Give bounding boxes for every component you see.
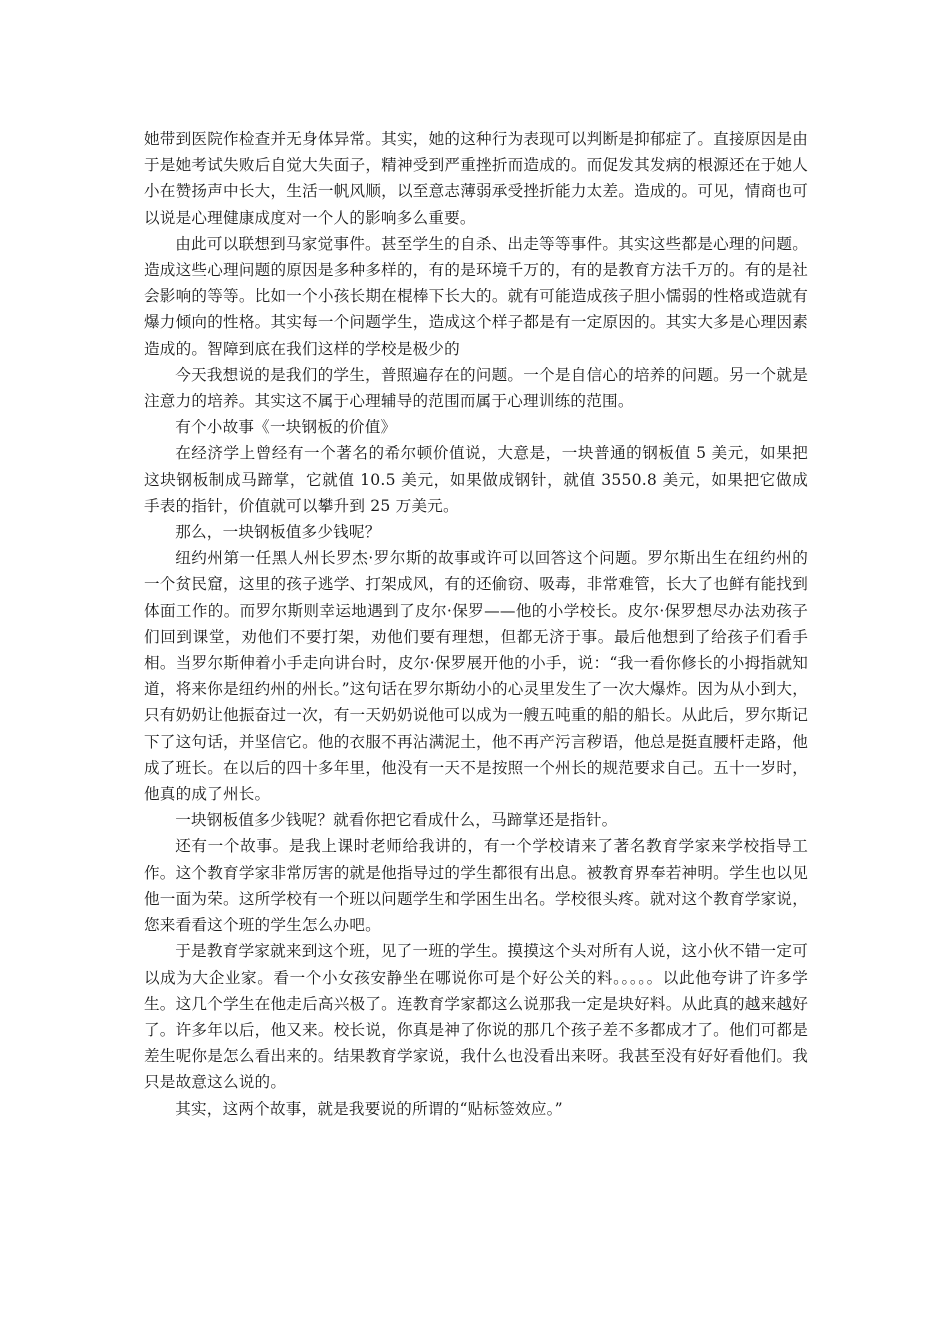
paragraph-8: 一块钢板值多少钱呢？就看你把它看成什么，马蹄掌还是指针。: [175, 811, 618, 830]
paragraph-7: 纽约州第一任黑人州长罗杰·罗尔斯的故事或许可以回答这个问题。罗尔斯出生在纽约州的一个贫民窟，这里的孩子逃学、打架成风，有的还偷窃、吸毒，非常难管，长大了也鲜有能找到体面工作的。而罗尔斯则幸运地遇到了皮尔·保罗——他的小学校长。皮尔·保罗想尽办法劝孩子们回到课堂，劝他们不要打架，劝他们要有理想，但都无济于事。最后他想到了给孩子们看手相。当罗尔斯伸着小手走向讲台时，皮尔·保罗展开他的小手，说：“我一看你修长的小拇指就知道，将来你是纽约州的州长。”这句话在罗尔斯幼小的心灵里发生了一次大爆炸。因为从小到大，只有奶奶让他振奋过一次，有一天奶奶说他可以成为一艘五吨重的船的船长。从此后，罗尔斯记下了这句话，并坚信它。他的衣服不再沾满泥土，他不再产污言秽语，他总是挺直腰杆走路，他成了班长。在以后的四十多年里，他没有一天不是按照一个州长的规范要求自己。五十一岁时，他真的成了州长。: [144, 549, 808, 804]
paragraph-6: 那么，一块钢板值多少钱呢？: [175, 523, 381, 542]
paragraph-4-story-title: 有个小故事《一块钢板的价值》: [175, 418, 397, 437]
paragraph-10: 于是教育学家就来到这个班，见了一班的学生。摸摸这个头对所有人说，这小伙不错一定可以成为大企业家。看一个小女孩安静坐在哪说你可是个好公关的料。。。。。以此他夸讲了许多学生。这几个学生在他走后高兴极了。连教育学家都这么说那我一定是块好料。从此真的越来越好了。许多年以后，他又来。校长说，你真是神了你说的那几个孩子差不多都成才了。他们可都是差生呢你是怎么看出来的。结果教育学家说，我什么也没看出来呀。我甚至没有好好看他们。我只是故意这么说的。: [144, 942, 808, 1092]
paragraph-3: 今天我想说的是我们的学生，普照遍存在的问题。一个是自信心的培养的问题。另一个就是注意力的培养。其实这不属于心理辅导的范围而属于心理训练的范围。: [144, 365, 808, 411]
paragraph-9: 还有一个故事。是我上课时老师给我讲的，有一个学校请来了著名教育学家来学校指导工作。这个教育学家非常厉害的就是他指导过的学生都很有出息。被教育界奉若神明。学生也以见他一面为荣。这所学校有一个班以问题学生和学困生出名。学校很头疼。就对这个教育学家说，您来看看这个班的学生怎么办吧。: [144, 837, 808, 935]
document-body: [144, 126, 808, 1122]
paragraph-11: 其实，这两个故事，就是我要说的所谓的“贴标签效应。”: [175, 1099, 563, 1118]
paragraph-2: 由此可以联想到马家觉事件。甚至学生的自杀、出走等等事件。其实这些都是心理的问题。造成这些心理问题的原因是多种多样的，有的是环境千万的，有的是教育方法千万的。有的是社会影响的等等。比如一个小孩长期在棍棒下长大的。就有可能造成孩子胆小懦弱的性格或造就有爆力倾向的性格。其实每一个问题学生，造成这个样子都是有一定原因的。其实大多是心理因素造成的。智障到底在我们这样的学校是极少的: [144, 234, 808, 358]
paragraph-1: 她带到医院作检查并无身体异常。其实，她的这种行为表现可以判断是抑郁症了。直接原因是由于是她考试失败后自觉大失面子，精神受到严重挫折而造成的。而促发其发病的根源还在于她人小在赞扬声中长大，生活一帆风顺，以至意志薄弱承受挫折能力太差。造成的。可见，情商也可以说是心理健康成度对一个人的影响多么重要。: [144, 130, 808, 227]
paragraph-5: 在经济学上曾经有一个著名的希尔顿价值说，大意是，一块普通的钢板值 5 美元，如果把这块钢板制成马蹄掌，它就值 10.5 美元，如果做成钢针，就值 3550.8 美元，如果把它做成手表的指针，价值就可以攀升到 25 万美元。: [144, 444, 808, 515]
